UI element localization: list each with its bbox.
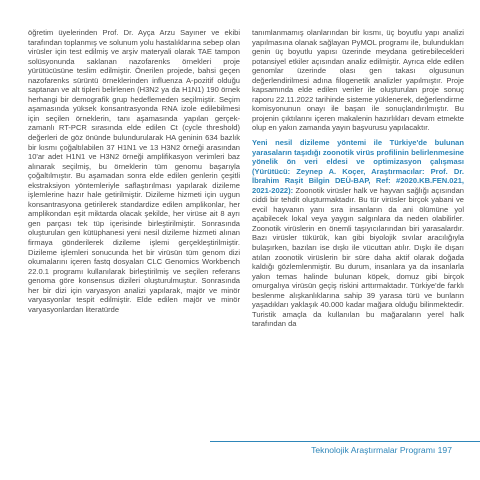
footer-divider (210, 441, 480, 442)
left-column (28, 28, 240, 314)
footer-title: Teknolojik Araştırmalar Programı 197 (311, 445, 452, 455)
right-column-paragraph-1: tanımlanmamış olanlarından bir kısmı, üç boyutlu yapı analizi yapılmasına olanak sağlayan PyMOL programı ile, bulundukları genin üç boyutlu yapısı üzerinde meydana getirebilecekleri potansiyel etkiler açısından analiz edilmiştir. Ayrıca elde edilen genomlar üzerinde olası gen takası olgusunun değerlendirilmesi adına filogenetik analizler yapılmıştır. Proje kapsamında elde edilen veriler ile oluşturulan proje sonuç raporu 22.11.2022 tarihinde sisteme yüklenerek, değerlendirme komisyonunun onayı ile başarı ile sonuçlandırılmıştır. Bu projenin çıktılarını içeren makalenin hazırlıkları devam etmekte olup en yakın zamanda yayın başvurusu yapılacaktır. (252, 28, 464, 133)
page-number: 197 (435, 445, 452, 455)
right-column-paragraph-2: Zoonotik virüsler halk ve hayvan sağlığı açısından ciddi bir tehdit oluşturmaktadır. Bu tür virüsler birçok yabani ve evcil hayvanın yanı sıra insanların da ani ölümüne yol açabilecek lokal veya yaygın salgınlara da neden olabilirler. Zoonotik virüslerin en önemli taşıyıcılarından biri yarasalardır. Bazı virüsler tükürük, kan gibi biyolojik sıvılar aracılığıyla bulaşırken, bazıları ise dışkı ile vücuttan atılır. Dışkı ile dışarı atılan zoonotik virüslerin bir süre daha aktif olarak doğada kaldığı gözlemlenmiştir. Bu durum, insanlara ya da insanlarla yakın temas halinde bulunan köpek, domuz gibi birçok omurgalıya virüsün geçiş riskini arttırmaktadır. Türkiye'de farklı beslenme alışkanlıklarına sahip 39 yarasa türü ve bunların yaşadıkları yaklaşık 40.000 kadar mağara olduğu bilinmektedir. Turistik amaçla da kullanılan bu mağaraların yerel halk tarafından da (252, 185, 464, 329)
left-column-paragraph: öğretim üyelerinden Prof. Dr. Ayça Arzu Sayıner ve ekibi tarafından toplanmış ve solunum yolu hastalıklarına sebep olan virüsler için test edilmiş ve arşiv materyali olarak TAE tampon solüsyonunda saklanan nazofarenks örnekleri proje yürütücüsüne teslim edilmiştir. Önerilen projede, bahsi geçen nazofarenks sürüntü örneklerinden influenza A-pozitif olduğu saptanan ve alt tipleri belirlenen (H3N2 ya da H1N1) 190 örnek herhangi bir demografik grup hedeflemeden seçilmiştir. Seçim aşamasında yüksek konsantrasyonda RNA izole edilebilmesi için seçilen örneklerin, tanı aşamasında yapılan gerçek-zamanlı RT-PCR sırasında elde edilen Ct (cycle threshold) değerleri de göz önünde bulundurularak HA geninin 634 bazlık bir kısmı çoğaltılabilen 37 H1N1 ve 13 H3N2 örneği arasından 10'ar adet H1N1 ve H3N2 örneği amplifikasyon verimleri baz alınarak seçilmiş, bu örneklerin tüm genomu başarıyla çoğaltılmıştır. Bu aşamadan sonra elde edilen genlerin çeşitli ekstraksiyon yöntemleriyle saflaştırılması yapılarak dizileme işlemlerine hazır hale getirilmiştir. Dizileme hizmeti için uygun konsantrasyona getirilerek standardize edilen amplikonlar, her amplikondan eşit miktarda olacak şekilde, her virüse ait 8 ayrı gen parçası tek tüp içerisinde birleştirilmiştir. Sonrasında oluşturulan gen kütüphanesi yeni nesil dizileme hizmeti alınan firmaya gönderilerek dizileme işlemi gerçekleştirilmiştir. Dizileme işlemleri sonucunda het bir virüsün tüm genom dizi okumalarını içeren fastq dosyaları CLC Genomics Workbench 22.0.1 programı kullanılarak birleştirilmiş ve seçilen referans genoma göre konsensus dizileri oluşturulmuştur. Sonrasında her bir dizi için varyasyon analizi yapılarak, majör ve minör varyasyonlar tespit edilmiştir. Elde edilen majör ve minör varyasyonlardan literatürde (28, 28, 240, 314)
page-footer (0, 441, 480, 461)
project-heading: Yeni nesil dizileme yöntemi ile Türkiye'de bulunan yarasaların taşıdığı zoonotik virüs profilinin belirlenmesine yönelik ön veri eldesi ve optimizasyon çalışması (Yürütücü: Zeynep A. Koçer, Araştırmacılar: Prof. Dr. İbrahim Raşit Bilgin DEÜ-BAP, Ref: #2020.KB.FEN.021, 2021-2022): (252, 138, 464, 195)
right-column (252, 28, 464, 329)
project-section (252, 138, 464, 329)
